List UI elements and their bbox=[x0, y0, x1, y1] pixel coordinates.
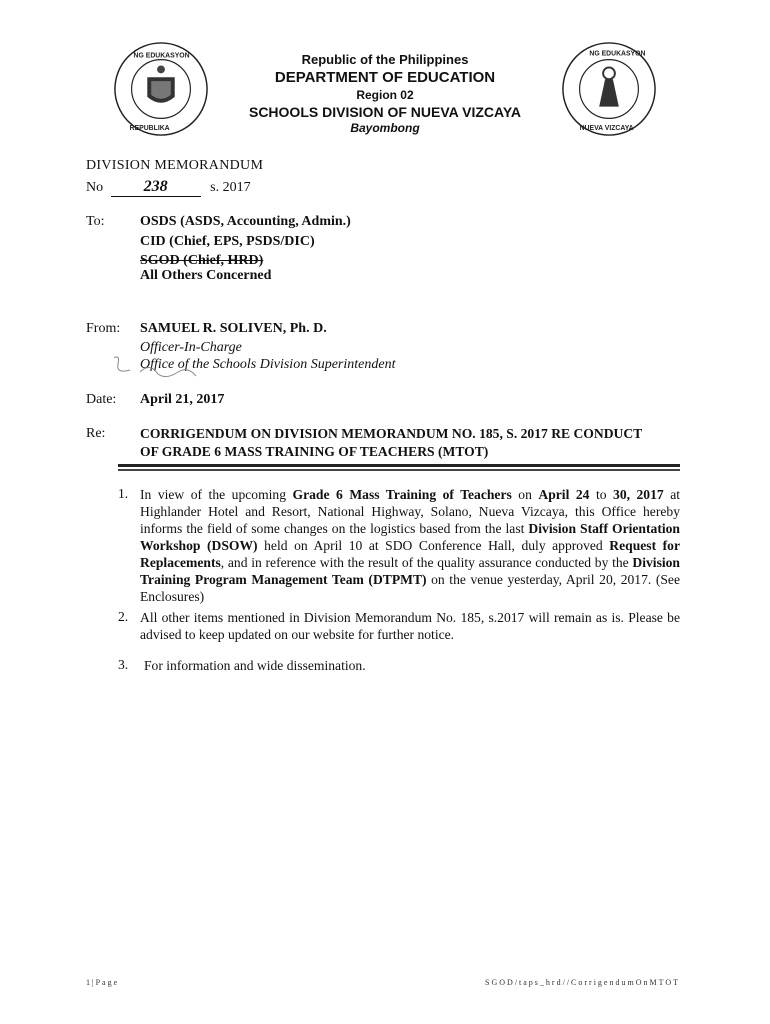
header-region: Region 02 bbox=[356, 88, 414, 102]
body-text: held on April 10 at SDO Conference Hall, duly approved bbox=[257, 538, 610, 553]
re-label: Re: bbox=[86, 426, 106, 441]
svg-text:REPUBLIKA: REPUBLIKA bbox=[129, 125, 170, 133]
divider-thick bbox=[118, 464, 680, 467]
emphasis-text: Grade 6 Mass Training of Teachers bbox=[292, 487, 512, 502]
body-text: For information and wide dissemination. bbox=[144, 658, 366, 673]
to-label: To: bbox=[86, 214, 105, 229]
emphasis-text: Division Staff Orientation Workshop (DSOW) bbox=[140, 521, 680, 553]
body-text: All other items mentioned in Division Memorandum No. 185, s.2017 will remain as is. Please be advised to keep updated on our website for further notice. bbox=[140, 610, 680, 642]
emphasis-text: Division Training Program Management Team (DTPMT) bbox=[140, 555, 680, 587]
svg-text:NG EDUKASYON: NG EDUKASYON bbox=[589, 50, 646, 58]
to-line-others: All Others Concerned bbox=[140, 268, 272, 283]
svg-text:NUEVA VIZCAYA: NUEVA VIZCAYA bbox=[579, 125, 634, 133]
re-line-2: OF GRADE 6 MASS TRAINING OF TEACHERS (MTOT) bbox=[140, 444, 489, 459]
from-office: Office of the Schools Division Superintendent bbox=[140, 357, 396, 372]
memo-no-value: 238 bbox=[111, 178, 201, 197]
item-paragraph-2 bbox=[140, 609, 680, 643]
body-text: In view of the upcoming bbox=[140, 487, 293, 502]
from-title: Officer-In-Charge bbox=[140, 340, 242, 355]
body-text: , and in reference with the result of the quality assurance conducted by the bbox=[220, 555, 633, 570]
from-name: SAMUEL R. SOLIVEN, Ph. D. bbox=[140, 321, 327, 336]
from-label: From: bbox=[86, 321, 121, 336]
memo-no-label: No bbox=[86, 180, 104, 195]
memo-title: DIVISION MEMORANDUM bbox=[86, 158, 264, 173]
body-text: at Highlander Hotel and Resort, National Highway, Solano, Nueva Vizcaya, this Office hereby informs the field of some changes on the logistics based from the last bbox=[140, 487, 681, 536]
body-text: on bbox=[511, 487, 539, 502]
body-text: on the venue yesterday, April 20, 2017. (See Enclosures) bbox=[140, 572, 681, 604]
header-republic: Republic of the Philippines bbox=[301, 52, 469, 67]
memo-series: s. 2017 bbox=[210, 180, 251, 195]
signature-mark bbox=[100, 352, 260, 384]
item-paragraph-3 bbox=[144, 657, 680, 674]
item-number-2: 2. bbox=[118, 609, 129, 624]
header-location: Bayombong bbox=[350, 121, 420, 135]
item-number-3: 3. bbox=[118, 657, 129, 672]
date-value: April 21, 2017 bbox=[140, 392, 225, 407]
re-line-1: CORRIGENDUM ON DIVISION MEMORANDUM NO. 185, S. 2017 RE CONDUCT bbox=[140, 426, 643, 441]
svg-text:NG EDUKASYON: NG EDUKASYON bbox=[133, 52, 190, 60]
emphasis-text: Request for Replacements bbox=[140, 538, 681, 570]
item-paragraph-1 bbox=[140, 486, 680, 605]
header-department: DEPARTMENT OF EDUCATION bbox=[274, 69, 496, 86]
divider-thin bbox=[118, 469, 680, 471]
footer-page-number: 1|Page bbox=[86, 978, 120, 987]
to-line-osds: OSDS (ASDS, Accounting, Admin.) bbox=[140, 214, 351, 229]
emphasis-text: April 24 bbox=[538, 487, 590, 502]
header-division: SCHOOLS DIVISION OF NUEVA VIZCAYA bbox=[248, 104, 521, 120]
body-text: to bbox=[589, 487, 614, 502]
memo-no-row bbox=[86, 178, 251, 197]
footer-file-ref: SGOD/taps_hrd//CorrigendumOnMTOT bbox=[485, 978, 680, 987]
date-label: Date: bbox=[86, 392, 117, 407]
emphasis-text: 30, 2017 bbox=[613, 487, 664, 502]
item-number-1: 1. bbox=[118, 486, 129, 501]
to-line-cid: CID (Chief, EPS, PSDS/DIC) bbox=[140, 234, 315, 249]
to-line-sgod: SGOD (Chief, HRD) bbox=[140, 253, 264, 268]
